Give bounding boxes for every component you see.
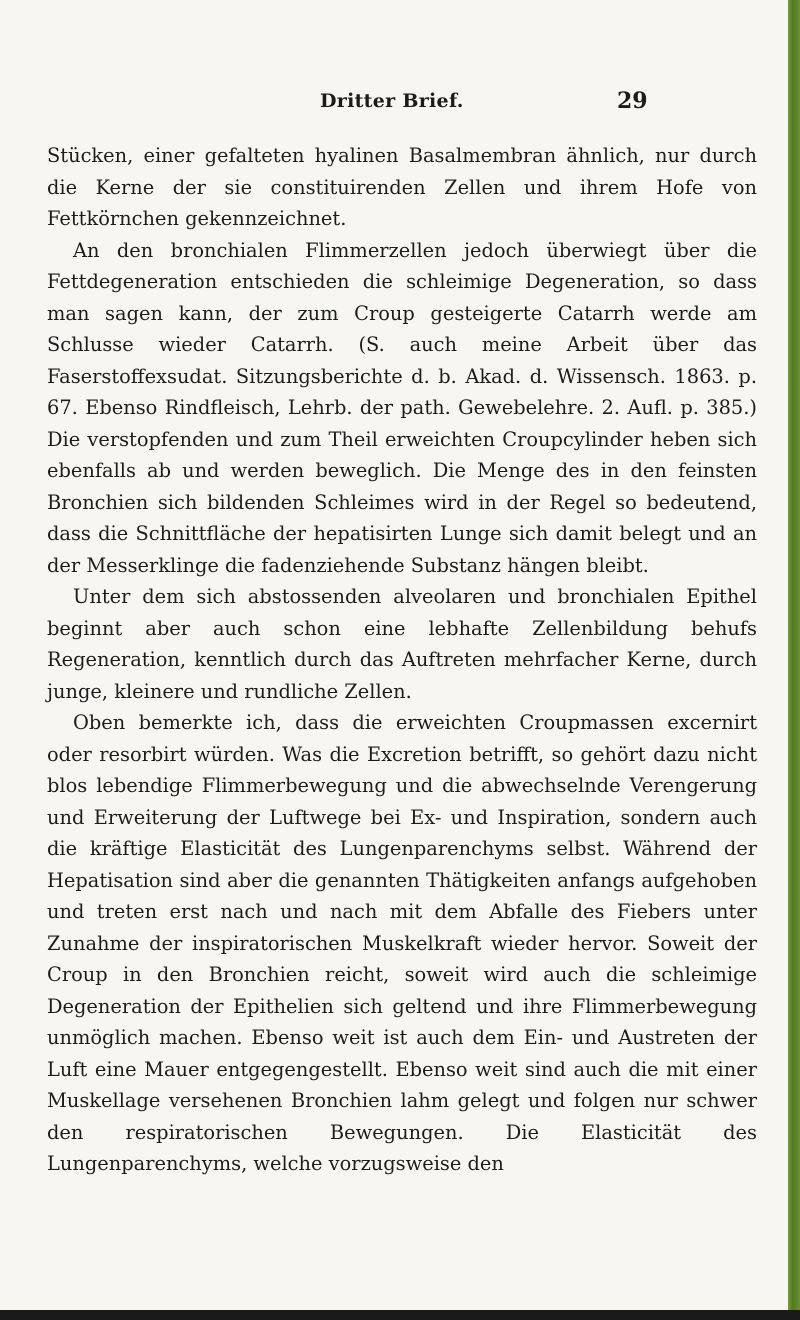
paragraph-3: Unter dem sich abstossenden alveolaren und bronchialen Epithel beginnt aber auch schon eine lebhafte Zellenbildung behufs Regeneration, kenntlich durch das Auftreten mehrfacher Kerne, durch junge, kleinere und rundliche Zellen. [47,585,757,703]
paragraph-4: Oben bemerkte ich, dass die erweichten Croupmassen excernirt oder resorbirt würden. Was die Excretion betrifft, so gehört dazu nicht blos lebendige Flimmerbewegung und die abwechselnde Verengerung und Erweiterung der Luftwege bei Ex- und Inspiration, sondern auch die kräftige Elasticität des Lungenparenchyms selbst. Während der Hepatisation sind aber die genannten Thätigkeiten anfangs aufgehoben und treten erst nach und nach mit dem Abfalle des Fiebers unter Zunahme der inspiratorischen Muskelkraft wieder hervor. Soweit der Croup in den Bronchien reicht, soweit wird auch die schleimige Degeneration der Epithelien sich geltend und ihre Flimmerbewegung unmöglich machen. Ebenso weit ist auch dem Ein- und Austreten der Luft eine Mauer entgegengestellt. Ebenso weit sind auch die mit einer Muskellage versehenen Bronchien lahm gelegt und folgen nur schwer den respiratorischen Bewegungen. Die Elasticität des Lungenparenchyms, welche vorzugsweise den [47,711,757,1175]
page-edge-bottom [0,1310,800,1320]
paragraph-1: Stücken, einer gefalteten hyalinen Basalmembran ähnlich, nur durch die Kerne der sie constituirenden Zellen und ihrem Hofe von Fettkörnchen gekennzeichnet. [47,144,757,230]
page-edge-right [788,0,800,1320]
body-text [47,140,757,1180]
paragraph-2: An den bronchialen Flimmerzellen jedoch überwiegt über die Fettdegeneration entschieden die schleimige Degeneration, so dass man sagen kann, der zum Croup gesteigerte Catarrh werde am Schlusse wieder Catarrh. (S. auch meine Arbeit über das Faserstoffexsudat. Sitzungsberichte d. b. Akad. d. Wissensch. 1863. p. 67. Ebenso Rindfleisch, Lehrb. der path. Gewebelehre. 2. Aufl. p. 385.) Die verstopfenden und zum Theil erweichten Croupcylinder heben sich ebenfalls ab und werden beweglich. Die Menge des in den feinsten Bronchien sich bildenden Schleimes wird in der Regel so bedeutend, dass die Schnittfläche der hepatisirten Lunge sich damit belegt und an der Messerklinge die fadenziehende Substanz hängen bleibt. [47,238,757,577]
page-number: 29 [617,88,648,114]
page-header [0,88,788,118]
running-title: Dritter Brief. [320,90,464,112]
